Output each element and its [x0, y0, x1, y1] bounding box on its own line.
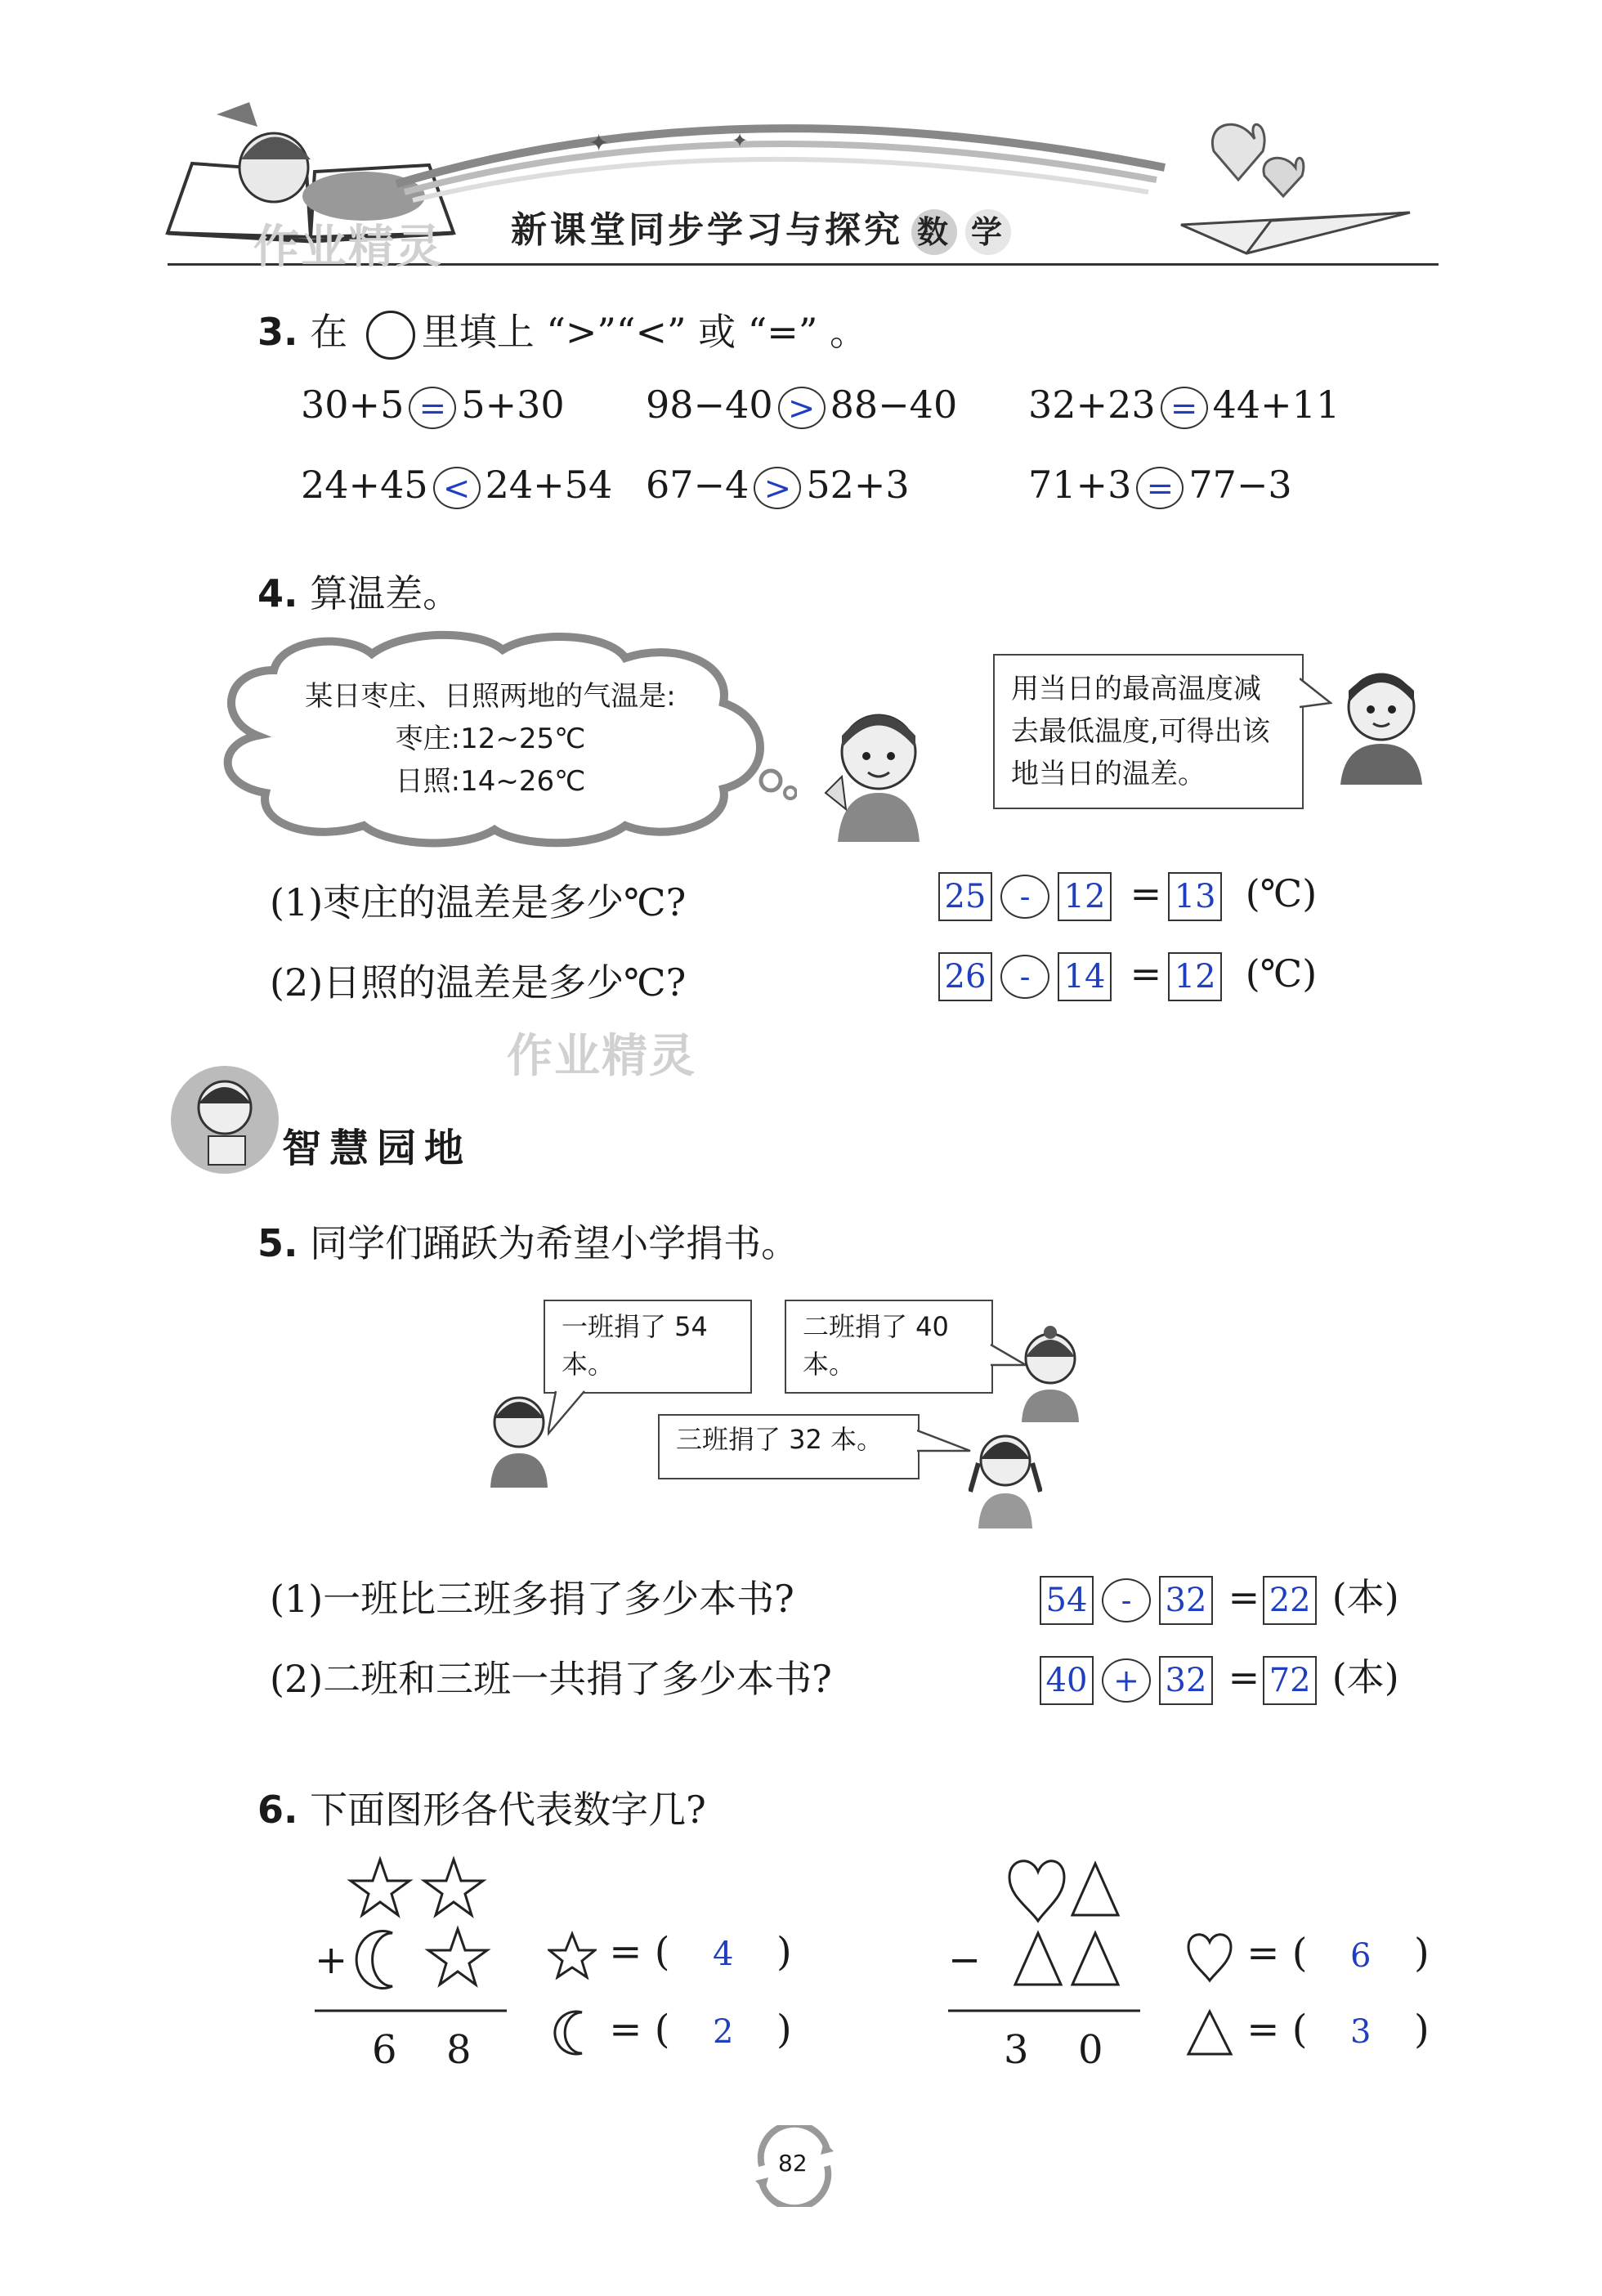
- answer-box: 12: [1168, 952, 1222, 1001]
- answer-box: 32: [1159, 1656, 1213, 1705]
- moon-answer-row: = ( 2 ): [548, 2007, 792, 2057]
- q5-item-2-equation: 40 + 32 = 72 (本): [1040, 1648, 1399, 1705]
- moon-icon: [356, 1931, 392, 1989]
- answer-box: 13: [1168, 872, 1222, 921]
- q5-item-1-equation: 54 - 32 = 22 (本): [1040, 1568, 1399, 1625]
- q5-item-1-label: (1)一班比三班多捐了多少本书?: [270, 1577, 794, 1621]
- q3-r1-c3: 32+23 = 44+11: [1028, 383, 1340, 427]
- bubble-class-3: 三班捐了 32 本。: [658, 1414, 920, 1479]
- cloud-text: [262, 675, 719, 803]
- triangle-icon: [1015, 1933, 1061, 1985]
- star-icon: [351, 1860, 409, 1915]
- compare-answer: <: [433, 467, 481, 509]
- q4-item-2-label: (2)日照的温差是多少℃?: [270, 960, 687, 1005]
- q3-title: 3. 在 里填上 “>”“<” 或 “=” 。: [257, 302, 867, 360]
- triangle-answer-row: = ( 3 ): [1185, 2007, 1430, 2057]
- q3-r2-c1: 24+45 < 24+54: [301, 463, 613, 508]
- right-operator: −: [948, 1937, 982, 1983]
- watermark-center: 作业精灵: [507, 1030, 696, 1083]
- triangle-icon: [1072, 1933, 1118, 1985]
- q5-title: 5. 同学们踊跃为希望小学捐书。: [257, 1221, 799, 1265]
- bubble-class-2: 二班捐了 40 本。: [785, 1300, 993, 1394]
- tip-bubble-tail: [1300, 670, 1332, 719]
- answer-box: 40: [1040, 1656, 1094, 1705]
- q6-title: 6. 下面图形各代表数字几?: [257, 1788, 706, 1832]
- section-title: 智慧园地: [282, 1126, 472, 1171]
- triangle-icon: [1072, 1864, 1118, 1915]
- q4-item-1-label: (1)枣庄的温差是多少℃?: [270, 880, 687, 924]
- moon-value: 2: [713, 2013, 734, 2051]
- subject-badge-2: 学: [965, 209, 1011, 255]
- answer-box: 22: [1263, 1576, 1317, 1625]
- answer-box: 32: [1159, 1576, 1213, 1625]
- cloud-line-2: 枣庄:12~25℃: [395, 723, 586, 755]
- star-answer-row: = ( 4 ): [548, 1929, 792, 1980]
- girl-illustration: [817, 703, 940, 842]
- compare-answer: =: [409, 387, 456, 429]
- left-result: 6 8: [372, 2027, 480, 2073]
- answer-box: 12: [1058, 872, 1112, 921]
- star-icon: [424, 1860, 483, 1915]
- compare-answer: =: [1161, 387, 1208, 429]
- boy-illustration: [1328, 662, 1434, 785]
- operator-answer: -: [1102, 1578, 1151, 1622]
- q3-r2-c2: 67−4 > 52+3: [646, 463, 910, 508]
- star-value: 4: [713, 1936, 734, 1973]
- bubble-class-1: 一班捐了 54 本。: [544, 1300, 752, 1394]
- operator-answer: +: [1102, 1658, 1151, 1703]
- left-operator: +: [315, 1937, 348, 1983]
- watermark: 作业精灵: [253, 221, 443, 274]
- cloud-line-1: 某日枣庄、日照两地的气温是:: [305, 680, 676, 713]
- heart-answer-row: = ( 6 ): [1185, 1929, 1430, 1983]
- blank-circle-icon: [366, 311, 415, 360]
- triangle-icon: [1185, 2008, 1234, 2057]
- answer-box: 25: [938, 872, 992, 921]
- moon-icon: [548, 2008, 597, 2057]
- heart-icon: [1009, 1861, 1064, 1921]
- bubble-class-3-tail: [917, 1426, 974, 1459]
- operator-answer: -: [1000, 955, 1049, 999]
- q4-item-2-equation: 26 - 14 = 12 (℃): [938, 951, 1317, 1001]
- q3-r2-c3: 71+3 = 77−3: [1028, 463, 1292, 508]
- tip-bubble: 用当日的最高温度减去最低温度,可得出该地当日的温差。: [993, 654, 1304, 809]
- heart-icon: [1185, 1929, 1234, 1983]
- star-icon: [548, 1931, 597, 1980]
- q4-item-1-equation: 25 - 12 = 13 (℃): [938, 871, 1317, 921]
- q4-title: 4. 算温差。: [257, 571, 461, 615]
- q3-r1-c1: 30+5 = 5+30: [301, 383, 565, 427]
- q5-item-2-label: (2)二班和三班一共捐了多少本书?: [270, 1657, 832, 1701]
- compare-answer: >: [754, 467, 801, 509]
- section-mascot-icon: [168, 1063, 282, 1177]
- q3-r1-c2: 98−40 > 88−40: [646, 383, 958, 427]
- heart-value: 6: [1350, 1936, 1372, 1975]
- answer-box: 14: [1058, 952, 1112, 1001]
- boy-student-illustration: [482, 1390, 556, 1488]
- svg-text:✦: ✦: [732, 129, 749, 152]
- operator-answer: -: [1000, 875, 1049, 919]
- triangle-value: 3: [1350, 2013, 1372, 2051]
- svg-text:✦: ✦: [588, 129, 610, 158]
- girl-pigtails-illustration: [969, 1426, 1042, 1528]
- answer-box: 26: [938, 952, 992, 1001]
- header-title: 新课堂同步学习与探究 数 学: [511, 200, 1011, 255]
- answer-box: 72: [1263, 1656, 1317, 1705]
- star-icon: [428, 1929, 487, 1985]
- compare-answer: =: [1136, 467, 1184, 509]
- right-result: 3 0: [1004, 2027, 1112, 2073]
- subject-badge-1: 数: [911, 209, 957, 255]
- page-number: 82: [778, 2150, 808, 2177]
- cloud-line-3: 日照:14~26℃: [395, 765, 586, 798]
- compare-answer: >: [778, 387, 826, 429]
- answer-box: 54: [1040, 1576, 1094, 1625]
- girl-student-illustration: [1014, 1324, 1087, 1422]
